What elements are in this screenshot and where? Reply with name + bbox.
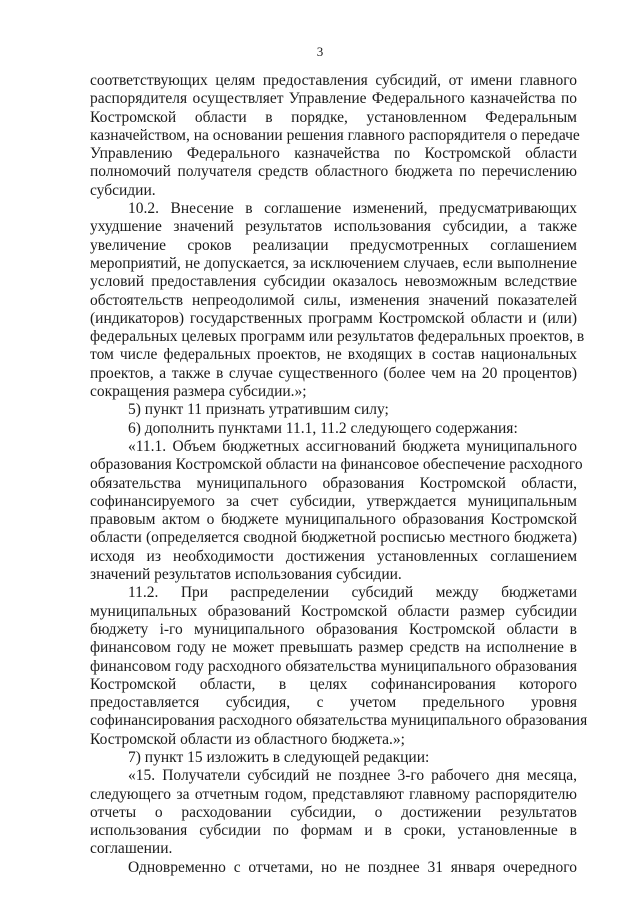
text-line: «11.1. Объем бюджетных ассигнований бюджета муниципального (128, 437, 577, 455)
text-line: Управлению Федерального казначейства по Костромской области (90, 145, 577, 163)
text-line: увеличение сроков реализации предусмотренных соглашением (90, 236, 577, 254)
text-line: обстоятельств непреодолимой силы, изменения значений показателей (90, 291, 577, 309)
text-line: отчеты о расходовании субсидии, о достижении результатов (90, 803, 577, 821)
text-line: условий предоставления субсидии оказалось невозможным вследствие (90, 273, 577, 291)
text-line: соглашении. (90, 840, 173, 858)
text-line: 11.2. При распределении субсидий между бюджетами (128, 584, 577, 602)
text-line: Костромской области, в целях софинансирования которого (90, 675, 577, 693)
text-line: софинансируемого за счет субсидии, утверждается муниципальным (90, 492, 577, 510)
text-line: исходя из необходимости достижения установленных соглашением (90, 547, 577, 565)
text-line: казначейством, на основании решения главного распорядителя о передаче (90, 126, 580, 144)
text-line: соответствующих целям предоставления субсидий, от имени главного (90, 72, 577, 89)
text-line: мероприятий, не допускается, за исключением случаев, если выполнение (90, 254, 577, 272)
text-line: «15. Получатели субсидий не позднее 3-го рабочего дня месяца, (128, 767, 577, 785)
text-line: федеральных целевых программ или результатов федеральных проектов, в (90, 328, 585, 346)
text-line: Костромской области в порядке, установленном Федеральным (90, 108, 577, 126)
text-line: следующего за отчетным годом, представляют главному распорядителю (90, 785, 577, 803)
text-line: образования Костромской области на финансовое обеспечение расходного (90, 456, 583, 474)
text-line: полномочий получателя средств областного бюджета по перечислению (90, 163, 577, 181)
text-line: 10.2. Внесение в соглашение изменений, предусматривающих (128, 200, 577, 218)
text-line: финансовом году не может превышать размер средств на исполнение в (90, 639, 577, 657)
text-line: проектов, а также в случае существенного (более чем на 20 процентов) (90, 364, 577, 382)
text-line: области (определяется сводной бюджетной росписью местного бюджета) (90, 529, 577, 547)
text-line: распорядителя осуществляет Управление Федерального казначейства по (90, 90, 577, 108)
document-body (90, 72, 588, 877)
text-line: сокращения размера субсидии.»; (90, 383, 307, 401)
text-line: Одновременно с отчетами, но не позднее 31 января очередного (128, 858, 577, 876)
text-line: том числе федеральных проектов, не входящих в состав национальных (90, 346, 577, 364)
text-line: муниципальных образований Костромской области размер субсидии (90, 602, 577, 620)
text-line: субсидии. (90, 181, 156, 199)
text-line: софинансирования расходного обязательства муниципального образования (90, 712, 588, 730)
text-line: Костромской области из областного бюджета.»; (90, 730, 405, 748)
text-line: правовым актом о бюджете муниципального образования Костромской (90, 511, 577, 529)
text-line: бюджету i-го муниципального образования Костромской области в (90, 620, 577, 638)
text-line: 7) пункт 15 изложить в следующей редакции: (128, 748, 430, 766)
text-line: обязательства муниципального образования Костромской области, (90, 474, 577, 492)
text-line: значений результатов использования субсидии. (90, 566, 402, 584)
text-line: 6) дополнить пунктами 11.1, 11.2 следующего содержания: (128, 419, 518, 437)
text-line: финансовом году расходного обязательства муниципального образования (90, 657, 577, 675)
text-line: ухудшение значений результатов использования субсидии, а также (90, 218, 577, 236)
text-line: предоставляется субсидия, с учетом предельного уровня (90, 694, 577, 712)
text-line: 5) пункт 11 признать утратившим силу; (128, 401, 389, 419)
text-line: использования субсидии по формам и в сроки, установленные в (90, 822, 577, 840)
page-number: 3 (316, 44, 324, 59)
text-line: (индикаторов) государственных программ Костромской области и (или) (90, 309, 577, 327)
